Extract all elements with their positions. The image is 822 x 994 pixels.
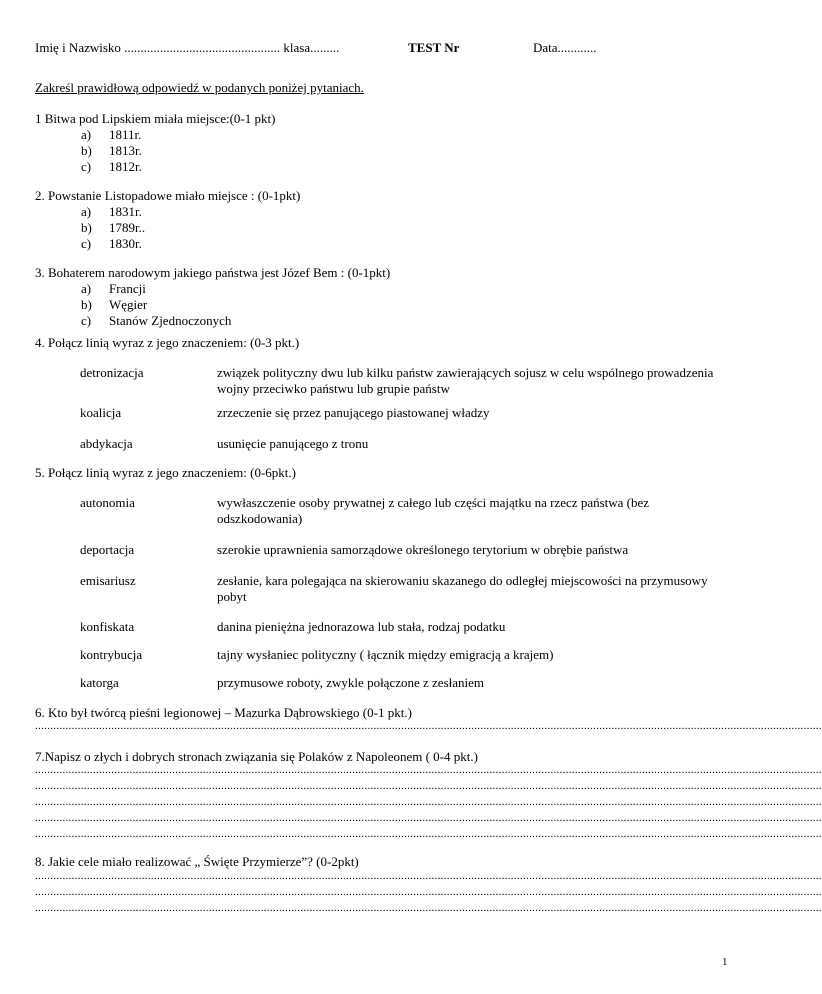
answer-line[interactable]: .................................................................................................................................................................................................................................................................. (35, 902, 822, 914)
date-field: Data............ (533, 40, 597, 55)
name-class-field: Imię i Nazwisko ................................................ klasa......... (35, 40, 340, 55)
option: c) Stanów Zjednoczonych (81, 313, 232, 328)
option: b) Węgier (81, 297, 148, 312)
question-text: 1 Bitwa pod Lipskiem miała miejsce:(0-1 pkt) (35, 111, 276, 126)
answer-line[interactable]: .................................................................................................................................................................................................................................................................. (35, 720, 822, 732)
answer-line[interactable]: .................................................................................................................................................................................................................................................................. (35, 828, 822, 840)
matching-definition: związek polityczny dwu lub kilku państw zawierających sojusz w celu wspólnego prowadzenia wojny przeciwko państwu lub grupie państw (217, 365, 714, 396)
answer-line[interactable]: .................................................................................................................................................................................................................................................................. (35, 812, 822, 824)
matching-term: autonomia (80, 495, 135, 510)
test-number-label: TEST Nr (408, 40, 460, 55)
matching-term: detronizacja (80, 365, 144, 380)
question-text: 7.Napisz o złych i dobrych stronach związania się Polaków z Napoleonem ( 0-4 pkt.) (35, 749, 478, 764)
answer-line[interactable]: .................................................................................................................................................................................................................................................................. (35, 870, 822, 882)
matching-term: emisariusz (80, 573, 136, 588)
question-text: 3. Bohaterem narodowym jakiego państwa jest Józef Bem : (0-1pkt) (35, 265, 391, 280)
matching-term: koalicja (80, 405, 122, 420)
matching-definition: wywłaszczenie osoby prywatnej z całego lub części majątku na rzecz państwa (bez odszkodowania) (217, 495, 650, 526)
question-text: 4. Połącz linią wyraz z jego znaczeniem: (0-3 pkt.) (35, 335, 300, 350)
question-text: 6. Kto był twórcą pieśni legionowej – Mazurka Dąbrowskiego (0-1 pkt.) (35, 705, 412, 720)
matching-definition: przymusowe roboty, zwykle połączone z zesłaniem (217, 675, 485, 690)
matching-term: katorga (80, 675, 119, 690)
option: b) 1813r. (81, 143, 142, 158)
option: a) Francji (81, 281, 146, 296)
matching-definition: usunięcie panującego z tronu (217, 436, 369, 451)
matching-definition: zrzeczenie się przez panującego piastowanej władzy (217, 405, 490, 420)
page-number: 1 (722, 956, 728, 968)
question-text: 5. Połącz linią wyraz z jego znaczeniem: (0-6pkt.) (35, 465, 296, 480)
option: c) 1830r. (81, 236, 142, 251)
matching-definition: danina pieniężna jednorazowa lub stała, rodzaj podatku (217, 619, 506, 634)
option: b) 1789r.. (81, 220, 146, 235)
matching-definition: tajny wysłaniec polityczny ( łącznik między emigracją a krajem) (217, 647, 554, 662)
instruction: Zakreśl prawidłową odpowiedź w podanych poniżej pytaniach. (35, 80, 364, 95)
matching-term: konfiskata (80, 619, 135, 634)
matching-term: abdykacja (80, 436, 133, 451)
answer-line[interactable]: .................................................................................................................................................................................................................................................................. (35, 764, 822, 776)
matching-definition: szerokie uprawnienia samorządowe określonego terytorium w obrębie państwa (217, 542, 629, 557)
option: a) 1811r. (81, 127, 142, 142)
answer-line[interactable]: .................................................................................................................................................................................................................................................................. (35, 780, 822, 792)
answer-line[interactable]: .................................................................................................................................................................................................................................................................. (35, 796, 822, 808)
answer-line[interactable]: .................................................................................................................................................................................................................................................................. (35, 886, 822, 898)
matching-definition: zesłanie, kara polegająca na skierowaniu skazanego do odległej miejscowości na przymusowy pobyt (217, 573, 708, 604)
option: c) 1812r. (81, 159, 142, 174)
question-text: 2. Powstanie Listopadowe miało miejsce : (0-1pkt) (35, 188, 301, 203)
question-text: 8. Jakie cele miało realizować „ Święte Przymierze”? (0-2pkt) (35, 854, 359, 869)
matching-term: deportacja (80, 542, 135, 557)
matching-term: kontrybucja (80, 647, 143, 662)
option: a) 1831r. (81, 204, 142, 219)
